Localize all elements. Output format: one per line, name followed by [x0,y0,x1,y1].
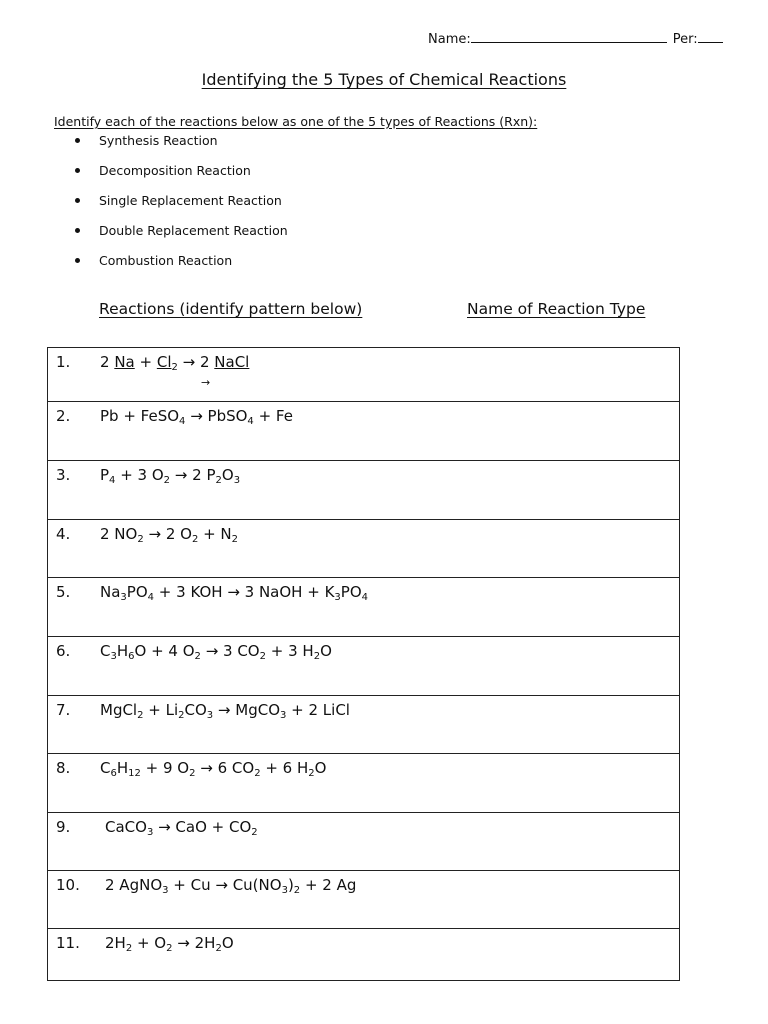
reaction-equation: $C_3H_6O + 4$ $O_2 \to 3$ $CO_2 + 3$ $H_2O$ [100,642,332,662]
reaction-equation: CaCO$_3$ → CaO + $CO_2$ [105,818,258,838]
per-field[interactable] [698,30,723,43]
reaction-equation: 2 $Na + Cl_2 \to 2$ NaCl [100,353,250,373]
table-row [48,519,679,577]
reaction-equation: $2H_2 + O_2 \to 2H_2O$ [105,934,234,954]
table-row [48,812,679,870]
reaction-number: 4. [56,525,71,543]
bullet-icon [75,258,80,263]
reaction-number: 9. [56,818,71,836]
list-item: Synthesis Reaction [75,129,288,159]
reactions-column-header: Reactions (identify pattern below) [99,300,363,318]
list-item: Single Replacement Reaction [75,189,288,219]
list-item: Double Replacement Reaction [75,219,288,249]
reaction-equation: MgCl$_2$ + $Li_2CO_3$ → MgCO$_3$ + 2 LiCl [100,701,350,721]
name-label: Name: [428,32,471,47]
name-per-line [428,30,728,47]
reaction-equation: $Na_3PO_4 + 3$ KOH → 3 NaOH + $K_3PO_4$ [100,583,369,603]
table-row [48,870,679,928]
reaction-equation: Pb + FeSO$_4$ → PbSO$_4$ + Fe [100,407,293,427]
list-item: Combustion Reaction [75,249,288,279]
table-row [48,695,679,753]
reaction-equation: $C_6H_{12} + 9$ $O_2 \to 6$ $CO_2 + 6$ $H_2O$ [100,759,327,779]
bullet-icon [75,138,80,143]
table-row [48,753,679,812]
reaction-type-list [75,129,288,279]
reaction-type-column-header: Name of Reaction Type [467,300,646,318]
reaction-number: 7. [56,701,71,719]
table-row [48,348,679,401]
reaction-number: 6. [56,642,71,660]
reaction-equation: 2 AgNO$_3$ + $Cu \to Cu(NO_3)_2 + 2$ Ag [105,876,357,896]
reaction-number: 3. [56,466,71,484]
table-row [48,460,679,519]
bullet-icon [75,168,80,173]
reaction-equation: $P_4 + 3$ $O_2 \to 2$ $P_2O_3$ [100,466,241,486]
bullet-icon [75,228,80,233]
reaction-number: 11. [56,934,80,952]
list-item: Decomposition Reaction [75,159,288,189]
reaction-number: 10. [56,876,80,894]
page-title: Identifying the 5 Types of Chemical Reactions [201,70,567,89]
reactions-table [47,347,680,981]
stray-arrow: → [201,376,211,389]
table-row [48,577,679,636]
instructions: Identify each of the reactions below as one of the 5 types of Reactions (Rxn): [54,114,538,129]
reaction-equation: 2 $NO_2 \to 2$ $O_2 + N_2$ [100,525,239,545]
table-row [48,401,679,460]
bullet-icon [75,198,80,203]
reaction-number: 1. [56,353,71,371]
reaction-number: 8. [56,759,71,777]
per-label: Per: [672,32,698,47]
name-field[interactable] [471,30,667,43]
reaction-number: 2. [56,407,71,425]
reaction-number: 5. [56,583,71,601]
table-row [48,928,679,980]
table-row [48,636,679,695]
